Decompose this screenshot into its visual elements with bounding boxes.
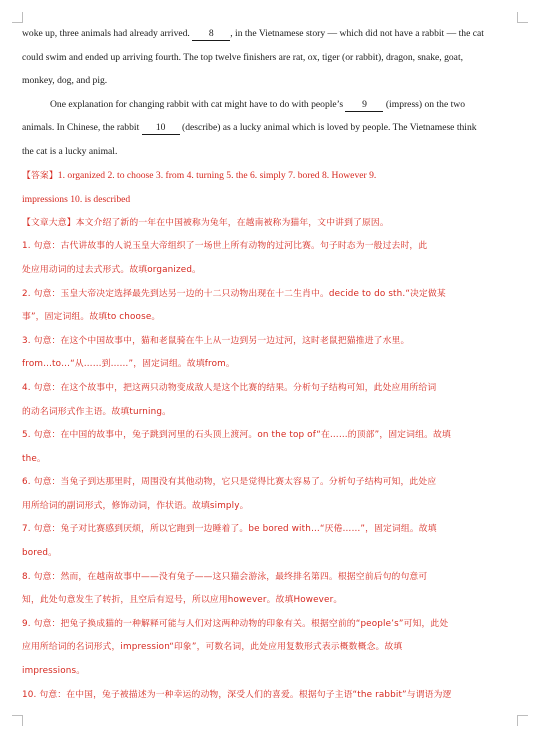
explanation-item <box>22 566 516 613</box>
passage-line: animals. In Chinese, the rabbit 10 (describe) as a lucky animal which is loved by people. The Vietnamese think <box>22 122 477 134</box>
blank-9: 9 <box>345 98 383 112</box>
explanation-line: 2. 句意：玉皇大帝决定选择最先到达另一边的十二只动物出现在十二生肖中。decide to do sth.“决定做某 <box>22 288 446 299</box>
passage-line: One explanation for changing rabbit with cat might have to do with people’s 9 (impress) on the two <box>50 98 466 110</box>
explanation-item <box>22 283 516 330</box>
summary-section <box>22 212 516 236</box>
document-body <box>22 22 516 707</box>
passage <box>22 22 516 164</box>
explanation-line: 知，此处句意发生了转折，且空后有逗号，所以应用however。故填However。 <box>22 595 343 606</box>
explanation-number: 8. <box>22 571 31 582</box>
explanation-number: 4. <box>22 382 31 393</box>
explanation-number: 2. <box>22 288 31 299</box>
explanation-line: 用所给词的副词形式，修饰动词，作状语。故填simply。 <box>22 500 249 511</box>
explanation-line: from…to…“从……到……”，固定词组。故填from。 <box>22 359 235 370</box>
explanation-item <box>22 518 516 565</box>
explanation-list <box>22 235 516 707</box>
explanation-number: 10. <box>22 689 37 700</box>
explanation-number: 1. <box>22 241 31 252</box>
page-corner-mark <box>517 715 528 726</box>
explanation-item <box>22 235 516 282</box>
explanation-line: 9. 句意：把兔子换成猫的一种解释可能与人们对这两种动物的印象有关。根据空前的“people’s”可知，此处 <box>22 618 449 629</box>
answer-section <box>22 164 516 212</box>
explanation-item <box>22 684 516 708</box>
answer-text: impressions 10. is described <box>22 194 131 206</box>
explanation-line: the。 <box>22 453 46 464</box>
summary-label: 【文章大意】 <box>22 217 76 228</box>
explanation-item <box>22 613 516 684</box>
blank-8: 8 <box>192 27 230 41</box>
page-corner-mark <box>12 715 23 726</box>
explanation-number: 9. <box>22 618 31 629</box>
explanation-line: 处应用动词的过去式形式。故填organized。 <box>22 264 202 275</box>
passage-line: monkey, dog, and pig. <box>22 75 108 87</box>
explanation-number: 3. <box>22 335 31 346</box>
explanation-line: 7. 句意：兔子对比赛感到厌烦，所以它跑到一边睡着了。be bored with…“厌倦……”，固定词组。故填 <box>22 524 437 535</box>
passage-line: the cat is a lucky animal. <box>22 145 118 157</box>
blank-10: 10 <box>142 121 180 135</box>
answer-text: 1. organized 2. to choose 3. from 4. turning 5. the 6. simply 7. bored 8. However 9. <box>57 169 377 181</box>
explanation-line: 10. 句意：在中国，兔子被描述为一种幸运的动物，深受人们的喜爱。根据句子主语“the rabbit”与谓语为逻 <box>22 689 452 700</box>
explanation-line: bored。 <box>22 548 58 559</box>
explanation-item <box>22 424 516 471</box>
explanation-item <box>22 330 516 377</box>
explanation-number: 7. <box>22 524 31 535</box>
explanation-line: impressions。 <box>22 666 86 677</box>
page-corner-mark <box>517 12 528 23</box>
explanation-line: 4. 句意：在这个故事中，把这两只动物变成敌人是这个比赛的结果。分析句子结构可知，此处应用所给词 <box>22 382 437 393</box>
explanation-item <box>22 377 516 424</box>
explanation-line: 的动名词形式作主语。故填turning。 <box>22 406 172 417</box>
passage-line: could swim and ended up arriving fourth. The top twelve finishers are rat, ox, tiger (or rabbit), dragon, snake, goat, <box>22 51 464 63</box>
summary-text: 本文介绍了新的一年在中国被称为兔年，在越南被称为猫年，文中讲到了原因。 <box>75 217 389 228</box>
explanation-line: 6. 句意：当兔子到达那里时，周围没有其他动物，它只是觉得比赛太容易了。分析句子结构可知，此处应 <box>22 477 437 488</box>
explanation-number: 6. <box>22 477 31 488</box>
explanation-line: 事”，固定词组。故填to choose。 <box>22 312 161 323</box>
explanation-line: 应用所给词的名词形式，impression“印象”，可数名词，此处应用复数形式表示概数概念。故填 <box>22 642 403 653</box>
explanation-number: 5. <box>22 430 31 441</box>
passage-line: woke up, three animals had already arrived. 8 , in the Vietnamese story — which did not have a rabbit — the cat <box>22 28 484 39</box>
answer-label: 【答案】 <box>22 170 58 181</box>
explanation-line: 5. 句意：在中国的故事中，兔子跳到河里的石头顶上渡河。on the top of“在……的顶部”，固定词组。故填 <box>22 430 451 441</box>
explanation-item <box>22 471 516 518</box>
explanation-line: 3. 句意：在这个中国故事中，猫和老鼠骑在牛上从一边到另一边过河，这时老鼠把猫推进了水里。 <box>22 335 410 346</box>
explanation-line: 8. 句意：然而，在越南故事中——没有兔子——这只猫会游泳，最终排名第四。根据空前后句的句意可 <box>22 571 428 582</box>
explanation-line: 1. 句意：古代讲故事的人说玉皇大帝组织了一场世上所有动物的过河比赛。句子时态为一般过去时，此 <box>22 241 428 252</box>
